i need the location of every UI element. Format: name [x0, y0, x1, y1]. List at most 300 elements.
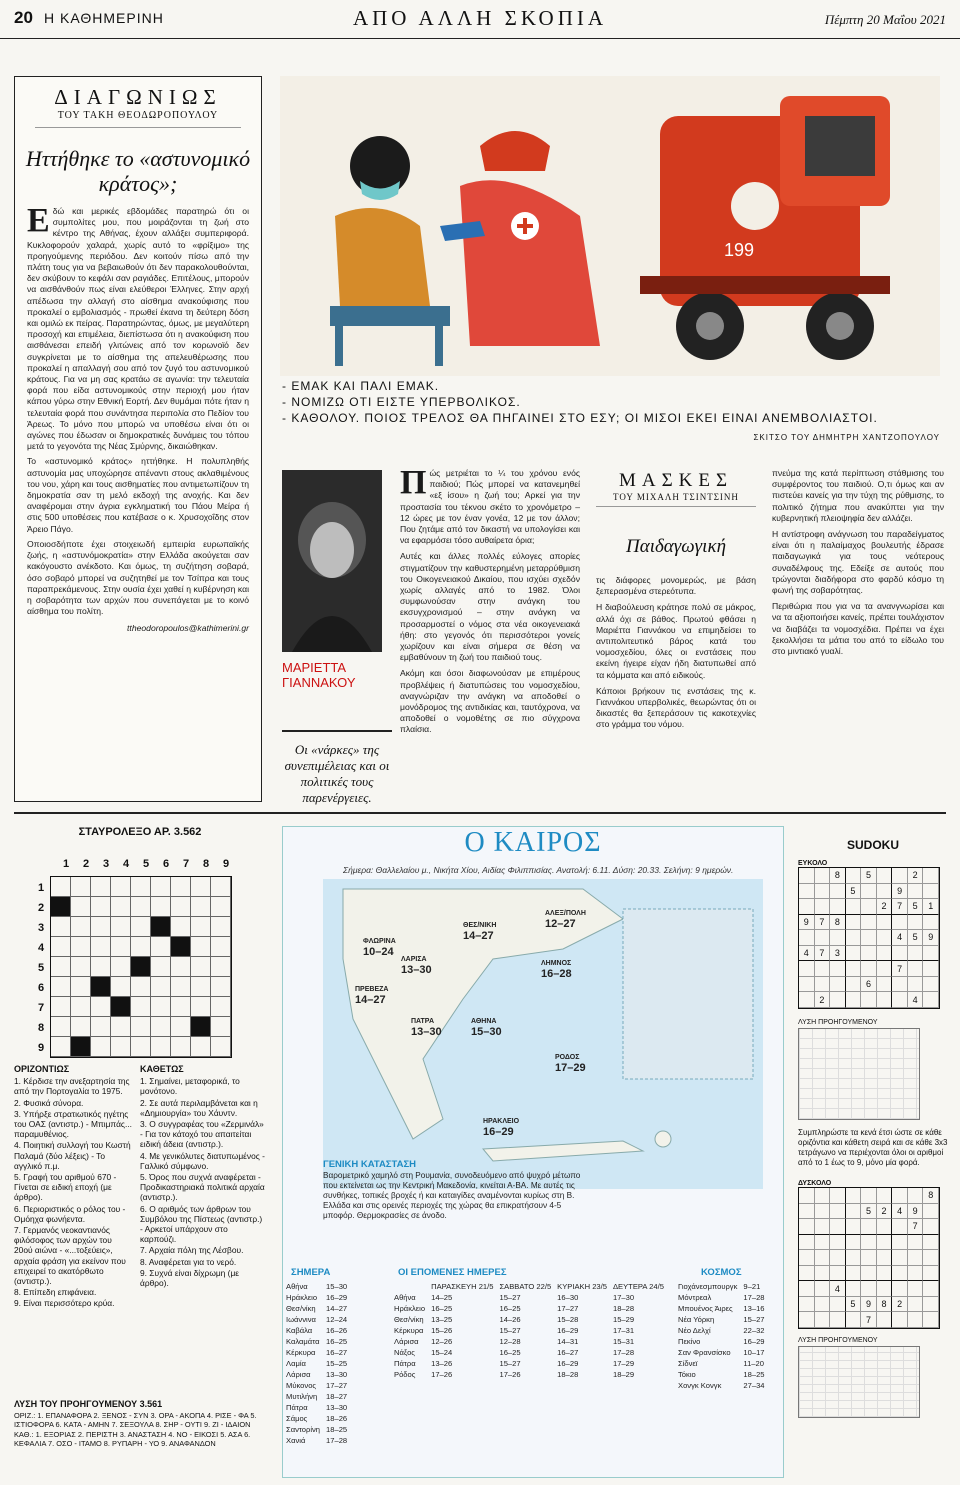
- sudoku-cell[interactable]: [877, 961, 893, 977]
- paragraph: Ακόμη και όσοι διαφωνούσαν με επιμέρους προβλέψεις ή διατυπώσεις του νομοσχεδίου, αναγνώριζαν την ανάγκη να αποδοθεί ο μονόδρομος της αντιδικίας και, ταυτόχρονα, να αποδοθεί ο νομοθέτης σε πιο σύγχρονα πλαίσια.: [400, 668, 580, 735]
- sudoku-cell[interactable]: 5: [861, 868, 877, 884]
- sudoku-easy-grid[interactable]: [798, 867, 940, 1009]
- grid-cell[interactable]: [71, 997, 91, 1017]
- grid-cell[interactable]: [151, 897, 171, 917]
- grid-cell[interactable]: [51, 977, 71, 997]
- grid-cell[interactable]: [211, 917, 231, 937]
- sudoku-cell[interactable]: [923, 1312, 939, 1328]
- sudoku-cell[interactable]: 5: [908, 899, 924, 915]
- grid-cell[interactable]: [151, 977, 171, 997]
- sudoku-cell[interactable]: [799, 1219, 815, 1235]
- sudoku-cell[interactable]: [861, 961, 877, 977]
- sudoku-cell[interactable]: [892, 868, 908, 884]
- col-number: 5: [142, 858, 150, 870]
- grid-cell[interactable]: [171, 897, 191, 917]
- grid-cell[interactable]: [91, 877, 111, 897]
- sudoku-prev-label: ΛΥΣΗ ΠΡΟΗΓΟΥΜΕΝΟΥ: [798, 1337, 878, 1344]
- sudoku-cell[interactable]: [908, 1281, 924, 1297]
- sudoku-cell[interactable]: [799, 1297, 815, 1313]
- sudoku-cell[interactable]: 4: [799, 946, 815, 962]
- sudoku-cell[interactable]: 4: [892, 930, 908, 946]
- sudoku-cell[interactable]: [799, 930, 815, 946]
- sudoku-cell[interactable]: [861, 1235, 877, 1251]
- grid-cell[interactable]: [191, 977, 211, 997]
- grid-cell[interactable]: [71, 897, 91, 917]
- sudoku-cell[interactable]: [815, 1204, 831, 1220]
- sudoku-cell[interactable]: [877, 992, 893, 1008]
- sudoku-cell[interactable]: [923, 1219, 939, 1235]
- sudoku-cell[interactable]: [799, 961, 815, 977]
- grid-cell[interactable]: [111, 1017, 131, 1037]
- sudoku-cell[interactable]: [830, 1204, 846, 1220]
- sudoku-cell[interactable]: [892, 1235, 908, 1251]
- paragraph: δώ και μερικές εβδομάδες παρατηρώ ότι οι συμπολίτες μου, που μοιράζονται τη ζωή στο κέντρο της Αθήνας, έχουν αλλάξει συμπεριφορά. Κυκλοφορούν χαλαρά, χωρίς αυτό το «φρίξιμο» της προηγούμενης περιόδου. Δεν κοιτούν πίσω από την πλάτη τους για να βεβαιωθούν ότι δεν παρακολουθούνται, δεν σκύβουν το κεφάλι σαν ραγιάδες. Επιτέλους, μπορούν να αισθάνθούν πως είναι ελεύθεροι Έλληνες. Στην αρχή απέδωσα την αλλαγή στο αίσθημα ανακούφισης που προκαλεί ο εμβολιασμός - πρωθεί έκανα τη δεύτερη δόση και ομιλώ εκ πείρας. Παρατηρώντας, όμως, με μεγαλύτερη προσοχή και επιμέλεια, διεπίστωσα ότι η ανακούφιση που αισθάνεσαι επειδή γλιτώνεις από τον κορωνοϊό δεν συγκρίνεται με το αίσθημα της απελευθέρωσης που προκαλεί η απαλλαγή σου από τον ζυγό του αστυνομικού κράτους. Για να μη σας κρατάω σε αγωνία: την τελευταία φορά που είδα αστυνομικούς στην περιοχή μου ήταν κάπου γύρω στην Εθνική Εορτή. Δεν θυμάμαι πότε ήταν η τελευταία φορά που συνάντησα περιπολία στο Πεδίον του Άρεως. Το μόνο που μπορώ να υποθέσω είναι ότι οι αγώνες που έδωσαν οι δημοκρατικές δυνάμεις του τόπου μετά το γεγονότα της Νέας Σμύρνης, δικαιώθηκαν.: [27, 206, 249, 452]
- sudoku-cell[interactable]: [892, 1188, 908, 1204]
- sudoku-cell[interactable]: 4: [830, 1281, 846, 1297]
- sudoku-cell[interactable]: [908, 1235, 924, 1251]
- sudoku-cell[interactable]: 4: [892, 1204, 908, 1220]
- sudoku-cell[interactable]: [892, 1281, 908, 1297]
- sudoku-cell[interactable]: [892, 992, 908, 1008]
- table-row: Χονγκ Κονγκ 27–34: [678, 1381, 765, 1390]
- grid-cell[interactable]: [151, 1017, 171, 1037]
- sudoku-cell[interactable]: [861, 884, 877, 900]
- sudoku-cell[interactable]: 9: [923, 930, 939, 946]
- sudoku-cell[interactable]: [923, 977, 939, 993]
- author-photo: [282, 470, 382, 652]
- sudoku-cell[interactable]: [799, 868, 815, 884]
- sudoku-cell[interactable]: 5: [846, 1297, 862, 1313]
- weather-subtitle: Σήμερα: Θαλλελαίου μ., Νικήτα Χίου, Αιδίας Φιλιππισίας. Ανατολή: 6.11. Δύση: 20.33. Σελήνη: 9 ημερών.: [343, 865, 734, 875]
- sudoku-cell[interactable]: [861, 930, 877, 946]
- grid-cell[interactable]: [71, 977, 91, 997]
- grid-cell[interactable]: [131, 937, 151, 957]
- sudoku-cell[interactable]: [846, 1266, 862, 1282]
- sudoku-cell[interactable]: 8: [923, 1188, 939, 1204]
- grid-cell[interactable]: [51, 1037, 71, 1057]
- grid-cell[interactable]: [151, 937, 171, 957]
- sudoku-cell[interactable]: [877, 1235, 893, 1251]
- sudoku-cell[interactable]: [908, 1297, 924, 1313]
- table-row: Μύκονος 17–27: [286, 1381, 348, 1390]
- grid-cell[interactable]: [131, 917, 151, 937]
- dropcap: Ε: [27, 202, 50, 239]
- sudoku-cell[interactable]: [799, 1204, 815, 1220]
- sudoku-cell[interactable]: [892, 1250, 908, 1266]
- sudoku-cell[interactable]: [815, 1266, 831, 1282]
- sudoku-cell[interactable]: [861, 915, 877, 931]
- table-row: Θεσ/νίκη 14–27: [286, 1304, 348, 1313]
- sudoku-cell[interactable]: 5: [846, 884, 862, 900]
- maskes-headline: Παιδαγωγική: [626, 536, 726, 557]
- sudoku-cell[interactable]: [861, 1266, 877, 1282]
- weather-panel: [282, 826, 784, 1478]
- paragraph: ώς μετριέται το ¼ του χρόνου ενός παιδιού; Πώς μπορεί να κατανεμηθεί «εξ ίσου» η ζωή του; Αρκεί για την προστασία του τέκνου σκέτο το χρονόμετρο – 12 ώρες με τον έναν γονέα, 12 με τον άλλον; Που ζητάμε από τον δικαστή να υπολογίσει και να εφαρμόσει τόσο αυθαίρετα όρια;: [400, 468, 580, 546]
- grid-cell[interactable]: [131, 1037, 151, 1057]
- crossword-title: ΣΤΑΥΡΟΛΕΞΟ ΑΡ. 3.562: [78, 826, 202, 838]
- sudoku-cell[interactable]: 3: [830, 946, 846, 962]
- sudoku-cell[interactable]: [830, 992, 846, 1008]
- sudoku-cell[interactable]: [799, 992, 815, 1008]
- sudoku-cell[interactable]: [846, 1250, 862, 1266]
- sudoku-cell[interactable]: [799, 1266, 815, 1282]
- grid-cell[interactable]: [211, 997, 231, 1017]
- sudoku-cell[interactable]: 1: [923, 899, 939, 915]
- maskes-column-header: [596, 470, 756, 507]
- sudoku-cell[interactable]: [846, 1312, 862, 1328]
- sudoku-cell[interactable]: 5: [861, 1204, 877, 1220]
- sudoku-cell[interactable]: [815, 1219, 831, 1235]
- crossword-grid[interactable]: [50, 876, 232, 1058]
- sudoku-cell[interactable]: [815, 1250, 831, 1266]
- grid-cell[interactable]: [211, 1017, 231, 1037]
- sudoku-cell[interactable]: 9: [799, 915, 815, 931]
- sudoku-cell[interactable]: [830, 1188, 846, 1204]
- row-number: 7: [38, 1002, 45, 1014]
- sudoku-cell[interactable]: [861, 1250, 877, 1266]
- sudoku-cell[interactable]: 8: [830, 868, 846, 884]
- row-number: 6: [38, 982, 45, 994]
- sudoku-cell[interactable]: [877, 946, 893, 962]
- grid-cell[interactable]: [151, 877, 171, 897]
- sudoku-cell[interactable]: [861, 1188, 877, 1204]
- sudoku-cell[interactable]: [877, 977, 893, 993]
- sudoku-cell[interactable]: [846, 1219, 862, 1235]
- sudoku-cell[interactable]: [830, 930, 846, 946]
- table-row: Σαντορίνη 18–25: [286, 1425, 348, 1434]
- black-cell: [111, 997, 131, 1017]
- sudoku-cell[interactable]: [815, 1188, 831, 1204]
- grid-cell[interactable]: [171, 877, 191, 897]
- sudoku-cell[interactable]: [861, 992, 877, 1008]
- grid-cell[interactable]: [111, 917, 131, 937]
- sudoku-cell[interactable]: 8: [877, 1297, 893, 1313]
- grid-cell[interactable]: [191, 877, 211, 897]
- sudoku-cell[interactable]: [830, 1266, 846, 1282]
- table-row: Κέρκυρα 16–27: [286, 1348, 348, 1357]
- sudoku-cell[interactable]: [846, 1235, 862, 1251]
- grid-cell[interactable]: [191, 917, 211, 937]
- sudoku-cell[interactable]: 9: [908, 1204, 924, 1220]
- grid-cell[interactable]: [71, 917, 91, 937]
- grid-cell[interactable]: [171, 1037, 191, 1057]
- grid-cell[interactable]: [151, 1037, 171, 1057]
- table-header-row: ΠΑΡΑΣΚΕΥΗ 21/5 ΣΑΒΒΑΤΟ 22/5 ΚΥΡΙΑΚΗ 23/5 ΔΕΥΤΕΡΑ 24/5: [431, 1282, 664, 1291]
- sudoku-cell[interactable]: [877, 884, 893, 900]
- sudoku-cell[interactable]: [861, 1281, 877, 1297]
- next-days-title: ΟΙ ΕΠΟΜΕΝΕΣ ΗΜΕΡΕΣ: [398, 1267, 507, 1278]
- grid-cell[interactable]: [191, 957, 211, 977]
- sudoku-cell[interactable]: [877, 915, 893, 931]
- sudoku-cell[interactable]: [908, 915, 924, 931]
- sudoku-cell[interactable]: 7: [861, 1312, 877, 1328]
- sudoku-cell[interactable]: [923, 946, 939, 962]
- author-email[interactable]: ttheodoropoulos@kathimerini.gr: [127, 623, 249, 634]
- map-city: ΠΑΤΡΑ 13–30: [411, 1018, 442, 1038]
- map-city: ΛΑΡΙΣΑ 13–30: [401, 956, 432, 976]
- grid-cell[interactable]: [71, 877, 91, 897]
- solution-text: ΟΡΙΖ.: 1. ΕΠΑΝΑΦΟΡΑ 2. ΞΕΝΟΣ - ΣΥΝ 3. ΟΡΑ - ΑΚΟΠΑ 4. ΡΙΣΕ - ΦΑ 5. ΙΣΤΙΟΦΟΡΑ 6. ΚΑΤΑ - ΑΜΗΝ 7. ΣΕΞΟΥΛΑ 8. ΣΗΡ - ΟΥΤΙ 9. ΖΙ - ΙΔΑΙΟΝ: [14, 1411, 257, 1429]
- grid-cell[interactable]: [171, 917, 191, 937]
- sudoku-cell[interactable]: [861, 946, 877, 962]
- crossword: [14, 826, 266, 838]
- sudoku-cell[interactable]: [908, 961, 924, 977]
- sudoku-cell[interactable]: [799, 977, 815, 993]
- grid-cell[interactable]: [51, 957, 71, 977]
- sudoku-cell[interactable]: [815, 1297, 831, 1313]
- grid-cell[interactable]: [71, 1017, 91, 1037]
- sudoku-cell[interactable]: [877, 868, 893, 884]
- sudoku-cell[interactable]: 2: [908, 868, 924, 884]
- sudoku-cell[interactable]: [830, 884, 846, 900]
- grid-cell[interactable]: [111, 937, 131, 957]
- grid-cell[interactable]: [131, 977, 151, 997]
- grid-cell[interactable]: [131, 897, 151, 917]
- map-city: ΦΛΩΡΙΝΑ 10–24: [363, 938, 396, 958]
- grid-cell[interactable]: [91, 1017, 111, 1037]
- sudoku-cell[interactable]: 7: [892, 899, 908, 915]
- paragraph: Το «αστυνομικό κράτος» ηττήθηκε. Η πολυπληθής αστυνομία μας υποχώρησε απέναντι στους ακλαθιμένους του νου, χάρη και τους αισθηματίες που αντιμετωπίζουν τη δημοκρατία σαν τη μελό εκδοχή της ανοχής. Και δεν αναφέρομαι στην άγρια εγκληματική του Πάου Μείρα ή στις 500 υποθέσεις που κατέβασε ο κ. Χρυσοχοΐδης στον Άρειο Πάγο.: [27, 456, 249, 534]
- sudoku-cell[interactable]: [892, 1219, 908, 1235]
- sudoku-cell[interactable]: 2: [877, 899, 893, 915]
- grid-cell[interactable]: [171, 1017, 191, 1037]
- sudoku-cell[interactable]: [815, 930, 831, 946]
- sudoku-cell[interactable]: [815, 961, 831, 977]
- grid-cell[interactable]: [151, 997, 171, 1017]
- sudoku-cell[interactable]: [923, 1204, 939, 1220]
- clue: 8. Αναφέρεται για το νερό.: [140, 1256, 237, 1267]
- sudoku-cell[interactable]: [846, 961, 862, 977]
- grid-cell[interactable]: [211, 897, 231, 917]
- sudoku-cell[interactable]: [815, 1235, 831, 1251]
- sudoku-hard-grid[interactable]: [798, 1187, 940, 1329]
- sudoku-cell[interactable]: [923, 992, 939, 1008]
- grid-cell[interactable]: [171, 997, 191, 1017]
- grid-cell[interactable]: [131, 877, 151, 897]
- sudoku-cell[interactable]: [846, 992, 862, 1008]
- page-header: [0, 0, 960, 39]
- sudoku-cell[interactable]: 2: [892, 1297, 908, 1313]
- sudoku-cell[interactable]: 7: [908, 1219, 924, 1235]
- sudoku-cell[interactable]: [830, 961, 846, 977]
- sudoku-cell[interactable]: [846, 915, 862, 931]
- sudoku-cell[interactable]: [846, 1188, 862, 1204]
- cartoon-drawing: [280, 76, 940, 376]
- sudoku-cell[interactable]: [877, 1312, 893, 1328]
- grid-cell[interactable]: [171, 957, 191, 977]
- sudoku-cell[interactable]: [877, 1188, 893, 1204]
- grid-cell[interactable]: [51, 997, 71, 1017]
- cartoon-credit: ΣΚΙΤΣΟ ΤΟΥ ΔΗΜΗΤΡΗ ΧΑΝΤΖΟΠΟΥΛΟΥ: [753, 433, 940, 442]
- sudoku-cell[interactable]: [799, 1250, 815, 1266]
- grid-cell[interactable]: [191, 997, 211, 1017]
- col-number: 3: [102, 858, 110, 870]
- sudoku-cell[interactable]: [815, 1281, 831, 1297]
- sudoku-cell[interactable]: [877, 930, 893, 946]
- sudoku-cell[interactable]: [877, 1266, 893, 1282]
- grid-cell[interactable]: [151, 957, 171, 977]
- sudoku-cell[interactable]: [923, 961, 939, 977]
- row-number: 3: [38, 922, 45, 934]
- sudoku-cell[interactable]: [830, 977, 846, 993]
- sudoku-cell[interactable]: [892, 977, 908, 993]
- today-table: [283, 1281, 350, 1446]
- sudoku-cell[interactable]: [799, 1312, 815, 1328]
- table-row: Πάτρα 13–30: [286, 1403, 348, 1412]
- grid-cell[interactable]: [91, 997, 111, 1017]
- sudoku-cell[interactable]: [923, 1266, 939, 1282]
- clue: 9. Συχνά είναι δίχρωμη (με άρθρο).: [140, 1267, 240, 1289]
- sudoku-cell[interactable]: [877, 1281, 893, 1297]
- sudoku-cell[interactable]: 2: [815, 992, 831, 1008]
- grid-cell[interactable]: [171, 977, 191, 997]
- issue-date: Πέμπτη 20 Μαΐου 2021: [824, 12, 946, 27]
- clue: 1. Σημαίνει, μεταφορικά, το μονότονο.: [140, 1076, 240, 1097]
- table-row: Κέρκυρα 15–26 15–27 16–29 17–31: [394, 1326, 635, 1335]
- sudoku-cell[interactable]: [892, 946, 908, 962]
- sudoku-cell[interactable]: [846, 1204, 862, 1220]
- sudoku-cell[interactable]: [923, 1235, 939, 1251]
- grid-cell[interactable]: [191, 897, 211, 917]
- col-number: 8: [202, 858, 210, 870]
- sudoku-cell[interactable]: [846, 930, 862, 946]
- sudoku-cell[interactable]: [908, 1250, 924, 1266]
- grid-cell[interactable]: [211, 1037, 231, 1057]
- sudoku-cell[interactable]: 4: [908, 992, 924, 1008]
- sudoku-cell[interactable]: 8: [830, 915, 846, 931]
- sudoku-cell[interactable]: [908, 1266, 924, 1282]
- sudoku-cell[interactable]: [908, 884, 924, 900]
- grid-cell[interactable]: [91, 917, 111, 937]
- sudoku-cell[interactable]: [815, 1312, 831, 1328]
- sudoku-cell[interactable]: [830, 899, 846, 915]
- grid-cell[interactable]: [191, 1037, 211, 1057]
- sudoku-cell[interactable]: [830, 1312, 846, 1328]
- sudoku-cell[interactable]: [846, 1281, 862, 1297]
- column-title: ΜΑΣΚΕΣ: [618, 470, 734, 491]
- sudoku-cell[interactable]: [908, 1312, 924, 1328]
- sudoku-cell[interactable]: [923, 884, 939, 900]
- sudoku-cell[interactable]: [815, 899, 831, 915]
- table-row: Νέα Υόρκη 15–27: [678, 1315, 765, 1324]
- row-number: 9: [38, 1042, 45, 1054]
- sudoku-cell[interactable]: [908, 977, 924, 993]
- sudoku-cell[interactable]: 9: [861, 1297, 877, 1313]
- sudoku-cell[interactable]: [846, 946, 862, 962]
- crossword-solution: [14, 1400, 266, 1449]
- solution-heading: ΛΥΣΗ ΤΟΥ ΠΡΟΗΓΟΥΜΕΝΟΥ 3.561: [14, 1399, 163, 1409]
- sudoku-cell[interactable]: [877, 1219, 893, 1235]
- sudoku-cell[interactable]: [892, 1266, 908, 1282]
- article-headline: Ηττήθηκε το «αστυνομικό κράτος»;: [25, 146, 251, 196]
- sudoku-cell[interactable]: [815, 884, 831, 900]
- grid-cell[interactable]: [131, 1017, 151, 1037]
- sudoku-cell[interactable]: [799, 1188, 815, 1204]
- sudoku-cell[interactable]: [799, 884, 815, 900]
- sudoku-cell[interactable]: [923, 868, 939, 884]
- grid-cell[interactable]: [191, 937, 211, 957]
- grid-cell[interactable]: [111, 897, 131, 917]
- clue: 5. Γραφή του αριθμού 670 - Γίνεται σε ειδική εποχή (με άρθρο).: [14, 1172, 117, 1203]
- grid-cell[interactable]: [211, 957, 231, 977]
- map-city: ΛΗΜΝΟΣ 16–28: [541, 960, 572, 980]
- sudoku-cell[interactable]: [830, 1219, 846, 1235]
- grid-cell[interactable]: [51, 1017, 71, 1037]
- grid-cell[interactable]: [51, 917, 71, 937]
- sudoku-cell[interactable]: [908, 946, 924, 962]
- grid-cell[interactable]: [91, 897, 111, 917]
- grid-cell[interactable]: [111, 1037, 131, 1057]
- sudoku-cell[interactable]: [892, 1312, 908, 1328]
- sudoku-cell[interactable]: [830, 1235, 846, 1251]
- grid-cell[interactable]: [111, 977, 131, 997]
- column-title: ΔΙΑΓΩΝΙΩΣ: [54, 85, 222, 109]
- sudoku-cell[interactable]: 7: [815, 915, 831, 931]
- sudoku-cell[interactable]: 7: [892, 961, 908, 977]
- column-author: ΤΟΥ ΤΑΚΗ ΘΕΟΔΩΡΟΠΟΥΛΟΥ: [35, 110, 241, 128]
- grid-cell[interactable]: [131, 997, 151, 1017]
- sudoku-cell[interactable]: 7: [815, 946, 831, 962]
- sudoku-cell[interactable]: [892, 915, 908, 931]
- grid-cell[interactable]: [91, 957, 111, 977]
- clue: 8. Επίπεδη επιφάνεια.: [14, 1287, 97, 1298]
- sudoku-cell[interactable]: [799, 1235, 815, 1251]
- sudoku-cell[interactable]: 5: [908, 930, 924, 946]
- map-city: ΡΟΔΟΣ 17–29: [555, 1054, 586, 1074]
- sudoku-cell[interactable]: 6: [861, 977, 877, 993]
- sudoku-cell[interactable]: [830, 1250, 846, 1266]
- grid-cell[interactable]: [51, 877, 71, 897]
- grid-cell[interactable]: [91, 937, 111, 957]
- sudoku-cell[interactable]: [830, 1297, 846, 1313]
- grid-cell[interactable]: [211, 877, 231, 897]
- grid-cell[interactable]: [211, 937, 231, 957]
- giannakou-article: [400, 464, 580, 741]
- sudoku-cell[interactable]: [877, 1250, 893, 1266]
- sudoku-cell[interactable]: [861, 899, 877, 915]
- general-text: Βαρομετρικό χαμηλό στη Ρουμανία, συνοδευόμενο από ψυχρό μέτωπο που εκτείνεται ως την Κεντρική Μακεδονία, κινείται Α-ΒΑ. Με αυτές τις συνθήκες, τοπικές βροχές ή και καταιγίδες αναμένονται κυρίως στη Β. Ελλάδα και στις ορεινές περιοχές της χώρας θα επικρατήσουν 4-5 μποφόρ. Θερμοκρασίες σε άνοδο.: [323, 1171, 581, 1220]
- grid-cell[interactable]: [71, 937, 91, 957]
- grid-cell[interactable]: [211, 977, 231, 997]
- sudoku-cell[interactable]: [908, 1188, 924, 1204]
- sudoku-cell[interactable]: [846, 868, 862, 884]
- sudoku-cell[interactable]: 2: [877, 1204, 893, 1220]
- paragraph: Κάποιοι βρήκουν τις ενστάσεις της κ. Γιαννάκου υπερβολικές, θεωρώντας ότι οι δικαστές θα ξεπεράσουν τις κακοτεχνίες στο γράμμα του νόμου.: [596, 685, 756, 730]
- grid-cell[interactable]: [51, 937, 71, 957]
- column-author: ΤΟΥ ΜΙΧΑΛΗ ΤΣΙΝΤΣΙΝΗ: [613, 492, 739, 502]
- sudoku-cell[interactable]: [861, 1219, 877, 1235]
- paragraph: τις διάφορες μονομερώς, με βάση ξεπερασμένα στερεότυπα.: [596, 575, 756, 597]
- sudoku-cell[interactable]: [846, 899, 862, 915]
- sudoku-cell[interactable]: [815, 977, 831, 993]
- sudoku-cell[interactable]: [815, 868, 831, 884]
- sudoku-cell[interactable]: [799, 1281, 815, 1297]
- grid-cell[interactable]: [71, 957, 91, 977]
- col-number: 2: [82, 858, 90, 870]
- grid-cell[interactable]: [91, 1037, 111, 1057]
- sudoku-cell[interactable]: [923, 1297, 939, 1313]
- sudoku-level: ΔΥΣΚΟΛΟ: [798, 1180, 832, 1187]
- map-city: ΘΕΣ/ΝΙΚΗ 14–27: [463, 922, 497, 942]
- sudoku-cell[interactable]: [923, 1250, 939, 1266]
- sudoku-cell[interactable]: [923, 915, 939, 931]
- grid-cell[interactable]: [111, 957, 131, 977]
- sudoku-cell[interactable]: 9: [892, 884, 908, 900]
- grid-cell[interactable]: [111, 877, 131, 897]
- sudoku-cell[interactable]: [846, 977, 862, 993]
- sudoku-cell[interactable]: [923, 1281, 939, 1297]
- sudoku-cell[interactable]: [799, 899, 815, 915]
